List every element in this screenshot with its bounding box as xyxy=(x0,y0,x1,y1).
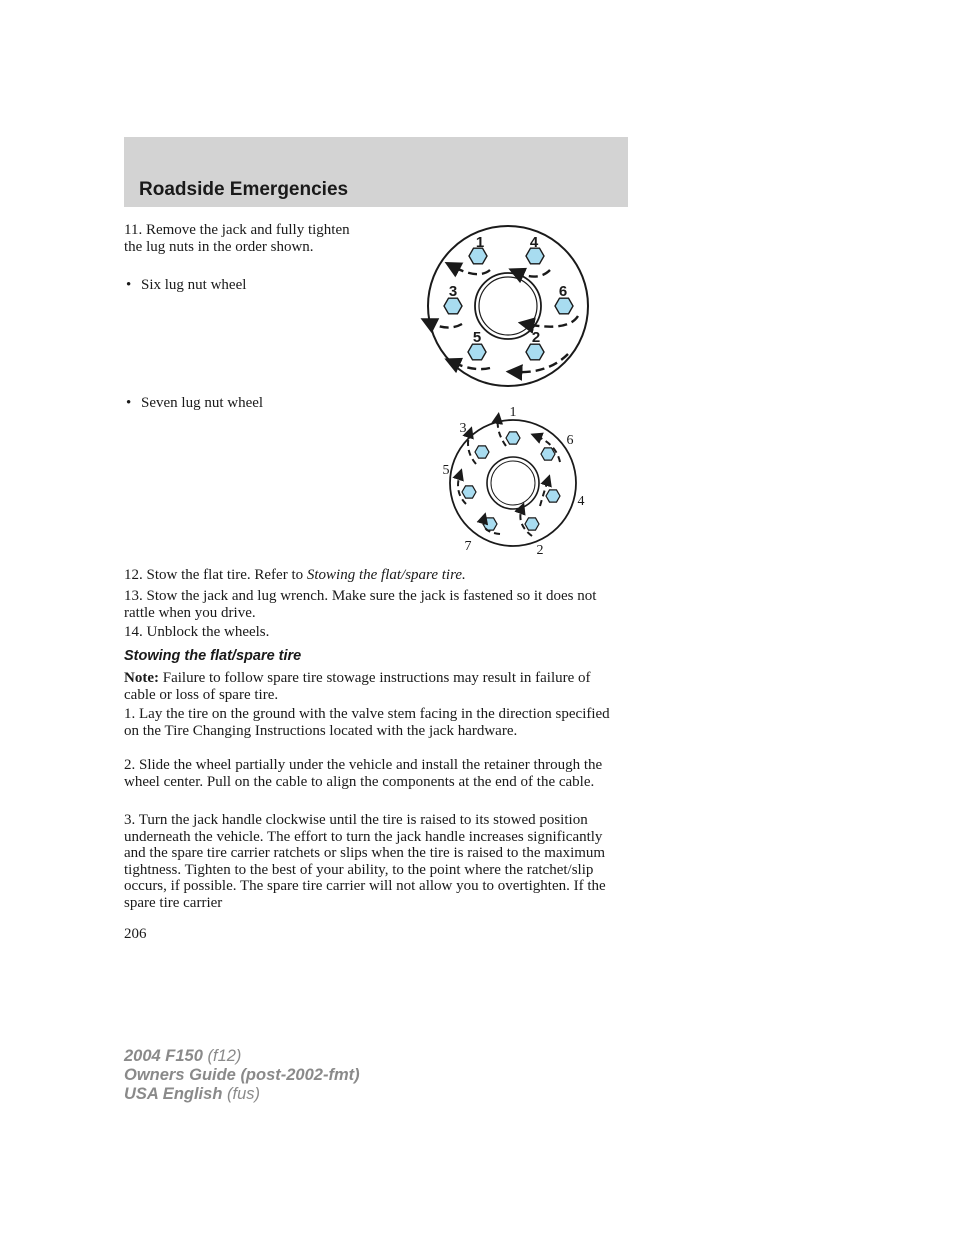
bullet-dot: • xyxy=(126,395,132,411)
paragraph-3: 3. Turn the jack handle clockwise until the tire is raised to its stowed position underneath the vehicle. The effort to turn the jack handle increases significantly and the spare tire carrier ratchets or slips when the tire is raised to the maximum tightness. Tighten to the best of your ability, to the point where the ratchet/slip occurs, if possible. The spare tire carrier will not allow you to overtighten. If the spare tire carrier xyxy=(124,812,606,911)
step-12-text xyxy=(124,567,466,584)
bullet-seven-lug-label: Seven lug nut wheel xyxy=(141,395,264,411)
six-lug-label-5: 5 xyxy=(472,329,482,346)
seven-lug-label-4: 5 xyxy=(442,463,450,478)
six-lug-nuts xyxy=(444,248,573,360)
footer-language: USA English xyxy=(124,1085,223,1103)
lug-nut-icon xyxy=(526,344,544,360)
note-paragraph xyxy=(124,670,624,703)
footer-model-code: (f12) xyxy=(202,1047,242,1065)
lug-nut-icon xyxy=(546,490,560,502)
six-lug-label-6: 2 xyxy=(531,329,541,346)
seven-lug-arrow xyxy=(540,480,548,506)
page-number: 206 xyxy=(124,926,147,942)
seven-lug-label-6: 7 xyxy=(464,539,472,554)
bullet-six-lug-label: Six lug nut wheel xyxy=(141,277,247,293)
document-footer xyxy=(124,1047,360,1104)
six-lug-labels xyxy=(449,234,567,346)
step-12-reference: Stowing the flat/spare tire. xyxy=(306,567,466,583)
paragraph-2: 2. Slide the wheel partially under the vehicle and install the retainer through the wheel center. Pull on the cable to align the components at the end of the cable. xyxy=(124,757,603,790)
six-lug-label-4: 6 xyxy=(558,283,568,300)
section-header-band xyxy=(124,137,628,207)
six-lug-nut-diagram xyxy=(418,222,598,390)
footer-line-3 xyxy=(124,1085,360,1104)
six-lug-label-1: 1 xyxy=(475,234,485,251)
six-lug-arrow xyxy=(428,322,462,328)
seven-lug-label-3: 6 xyxy=(566,433,574,448)
lug-nut-icon xyxy=(483,518,497,530)
six-lug-label-3: 3 xyxy=(448,283,458,300)
seven-lug-hub-inner xyxy=(491,461,535,505)
step-14-text: 14. Unblock the wheels. xyxy=(124,624,270,640)
lug-nut-icon xyxy=(541,448,555,460)
seven-lug-nut-diagram xyxy=(436,400,596,560)
lug-nut-icon xyxy=(462,486,476,498)
bullet-six-lug xyxy=(126,277,246,294)
footer-guide: Owners Guide (post-2002-fmt) xyxy=(124,1066,360,1084)
footer-language-code: (fus) xyxy=(222,1085,260,1103)
seven-lug-labels xyxy=(443,405,585,558)
lug-nut-icon xyxy=(475,446,489,458)
section-heading: Stowing the flat/spare tire xyxy=(124,648,302,664)
six-lug-arrows xyxy=(428,266,578,372)
seven-lug-label-7: 2 xyxy=(536,543,544,558)
lug-nut-icon xyxy=(444,298,462,314)
note-text: Failure to follow spare tire stowage instructions may result in failure of cable or loss of spare tire. xyxy=(124,670,591,703)
seven-lug-label-1: 1 xyxy=(509,405,517,420)
six-lug-label-2: 4 xyxy=(529,234,539,251)
seven-lug-label-5: 4 xyxy=(577,494,585,509)
bullet-seven-lug xyxy=(126,395,263,412)
step-13-text: 13. Stow the jack and lug wrench. Make sure the jack is fastened so it does not rattle when you drive. xyxy=(124,588,597,621)
lug-nut-icon xyxy=(506,432,520,444)
seven-lug-label-2: 3 xyxy=(459,421,467,436)
footer-model: 2004 F150 xyxy=(124,1047,203,1065)
footer-line-1 xyxy=(124,1047,360,1066)
step-11-text: 11. Remove the jack and fully tighten the lug nuts in the order shown. xyxy=(124,222,350,255)
bullet-dot: • xyxy=(126,277,132,293)
lug-nut-icon xyxy=(468,344,486,360)
footer-line-2 xyxy=(124,1066,360,1085)
seven-lug-hub-outer xyxy=(487,457,539,509)
section-title: Roadside Emergencies xyxy=(139,179,349,200)
seven-lug-nuts xyxy=(462,432,560,530)
lug-nut-icon xyxy=(555,298,573,314)
six-lug-arrow xyxy=(526,316,578,327)
six-lug-hub-inner xyxy=(479,277,537,335)
six-lug-arrow xyxy=(452,266,490,274)
note-label: Note: xyxy=(124,670,159,686)
lug-nut-icon xyxy=(525,518,539,530)
paragraph-1: 1. Lay the tire on the ground with the valve stem facing in the direction specified on the Tire Changing Instructions located with the jack hardware. xyxy=(124,706,610,739)
step-12-prefix: 12. Stow the flat tire. Refer to xyxy=(124,567,307,583)
